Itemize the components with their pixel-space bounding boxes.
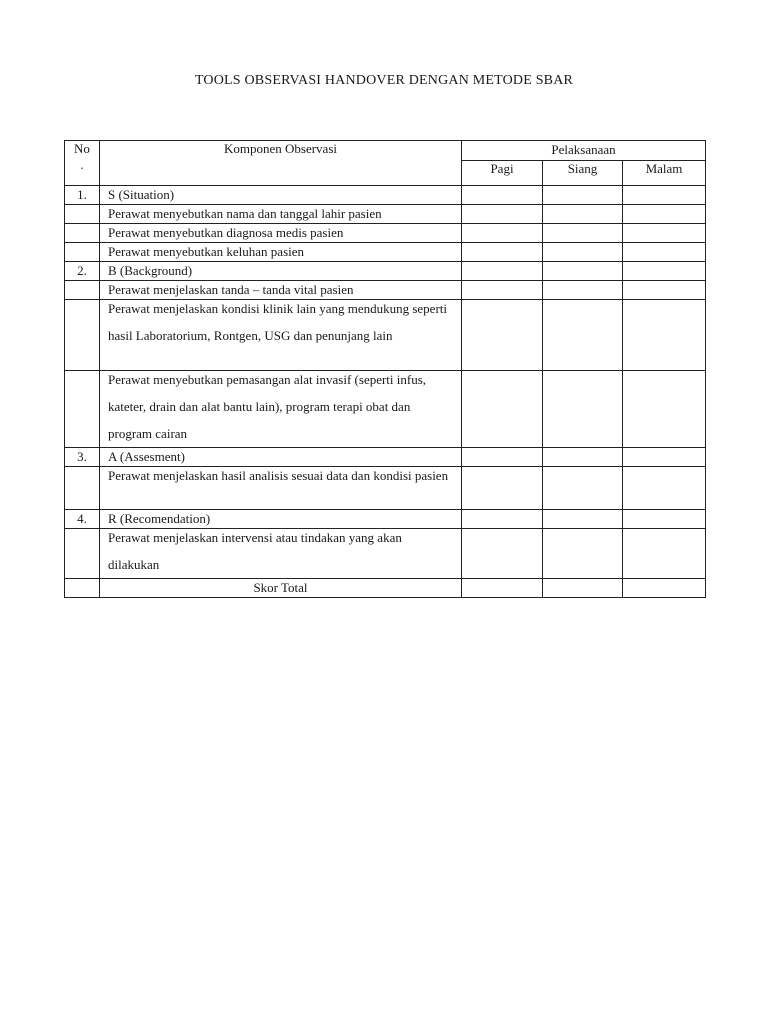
cell-pagi[interactable] xyxy=(462,262,543,281)
cell-malam[interactable] xyxy=(623,205,706,224)
empty-number-cell xyxy=(65,467,100,510)
cell-siang[interactable] xyxy=(543,467,623,510)
observation-item: Perawat menyebutkan keluhan pasien xyxy=(100,243,462,262)
empty-number-cell xyxy=(65,529,100,579)
observation-item: Perawat menjelaskan tanda – tanda vital pasien xyxy=(100,281,462,300)
section-number: 3. xyxy=(65,448,100,467)
cell-siang[interactable] xyxy=(543,205,623,224)
table-row xyxy=(65,224,706,243)
header-malam: Malam xyxy=(623,161,706,186)
empty-number-cell xyxy=(65,224,100,243)
observation-item-text: Perawat menjelaskan hasil analisis sesuai data dan kondisi pasien xyxy=(108,468,449,483)
cell-pagi[interactable] xyxy=(462,205,543,224)
cell-pagi[interactable] xyxy=(462,448,543,467)
cell-siang[interactable] xyxy=(543,262,623,281)
empty-number-cell xyxy=(65,243,100,262)
cell-pagi[interactable] xyxy=(462,467,543,510)
cell-malam[interactable] xyxy=(623,300,706,371)
cell-siang[interactable] xyxy=(543,300,623,371)
table-row xyxy=(65,529,706,579)
observation-item xyxy=(100,300,462,371)
cell-pagi[interactable] xyxy=(462,529,543,579)
observation-item xyxy=(100,529,462,579)
section-title: R (Recomendation) xyxy=(100,510,462,529)
observation-item-text: Perawat menyebutkan pemasangan alat invasif (seperti infus, kateter, drain dan alat bantu lain), program terapi obat dan program cairan xyxy=(108,372,427,441)
cell-malam[interactable] xyxy=(623,186,706,205)
section-number: 1. xyxy=(65,186,100,205)
cell-malam[interactable] xyxy=(623,371,706,448)
cell-malam[interactable] xyxy=(623,243,706,262)
cell-pagi[interactable] xyxy=(462,371,543,448)
cell-pagi[interactable] xyxy=(462,300,543,371)
cell-malam[interactable] xyxy=(623,448,706,467)
observation-item xyxy=(100,371,462,448)
section-row xyxy=(65,262,706,281)
empty-number-cell xyxy=(65,579,100,598)
cell-siang[interactable] xyxy=(543,186,623,205)
cell-pagi[interactable] xyxy=(462,186,543,205)
cell-siang[interactable] xyxy=(543,529,623,579)
table-row xyxy=(65,243,706,262)
header-pagi: Pagi xyxy=(462,161,543,186)
cell-malam[interactable] xyxy=(623,529,706,579)
cell-malam[interactable] xyxy=(623,467,706,510)
table-row xyxy=(65,371,706,448)
header-no: No . xyxy=(65,141,100,186)
observation-table xyxy=(64,140,706,598)
cell-siang[interactable] xyxy=(543,243,623,262)
empty-number-cell xyxy=(65,205,100,224)
section-title: S (Situation) xyxy=(100,186,462,205)
empty-number-cell xyxy=(65,300,100,371)
cell-siang[interactable] xyxy=(543,371,623,448)
header-komponen: Komponen Observasi xyxy=(100,141,462,186)
empty-number-cell xyxy=(65,281,100,300)
cell-pagi[interactable] xyxy=(462,243,543,262)
total-malam[interactable] xyxy=(623,579,706,598)
cell-malam[interactable] xyxy=(623,510,706,529)
cell-siang[interactable] xyxy=(543,224,623,243)
observation-item-text: Perawat menjelaskan intervensi atau tindakan yang akan dilakukan xyxy=(108,530,402,572)
table-row xyxy=(65,467,706,510)
total-siang[interactable] xyxy=(543,579,623,598)
cell-pagi[interactable] xyxy=(462,224,543,243)
section-row xyxy=(65,186,706,205)
total-row xyxy=(65,579,706,598)
observation-item-text: Perawat menjelaskan kondisi klinik lain yang mendukung seperti hasil Laboratorium, Rontgen, USG dan penunjang lain xyxy=(108,301,448,343)
cell-malam[interactable] xyxy=(623,262,706,281)
section-number: 4. xyxy=(65,510,100,529)
total-pagi[interactable] xyxy=(462,579,543,598)
cell-pagi[interactable] xyxy=(462,510,543,529)
cell-malam[interactable] xyxy=(623,281,706,300)
table-row xyxy=(65,300,706,371)
table-row xyxy=(65,205,706,224)
observation-item: Perawat menyebutkan nama dan tanggal lahir pasien xyxy=(100,205,462,224)
cell-siang[interactable] xyxy=(543,281,623,300)
header-pelaksanaan: Pelaksanaan xyxy=(462,141,706,161)
cell-malam[interactable] xyxy=(623,224,706,243)
section-number: 2. xyxy=(65,262,100,281)
document-title: TOOLS OBSERVASI HANDOVER DENGAN METODE SBAR xyxy=(194,73,574,88)
total-label: Skor Total xyxy=(100,579,462,598)
observation-item: Perawat menyebutkan diagnosa medis pasien xyxy=(100,224,462,243)
section-title: B (Background) xyxy=(100,262,462,281)
observation-item xyxy=(100,467,462,510)
header-siang: Siang xyxy=(543,161,623,186)
cell-siang[interactable] xyxy=(543,448,623,467)
cell-siang[interactable] xyxy=(543,510,623,529)
cell-pagi[interactable] xyxy=(462,281,543,300)
empty-number-cell xyxy=(65,371,100,448)
section-title: A (Assesment) xyxy=(100,448,462,467)
